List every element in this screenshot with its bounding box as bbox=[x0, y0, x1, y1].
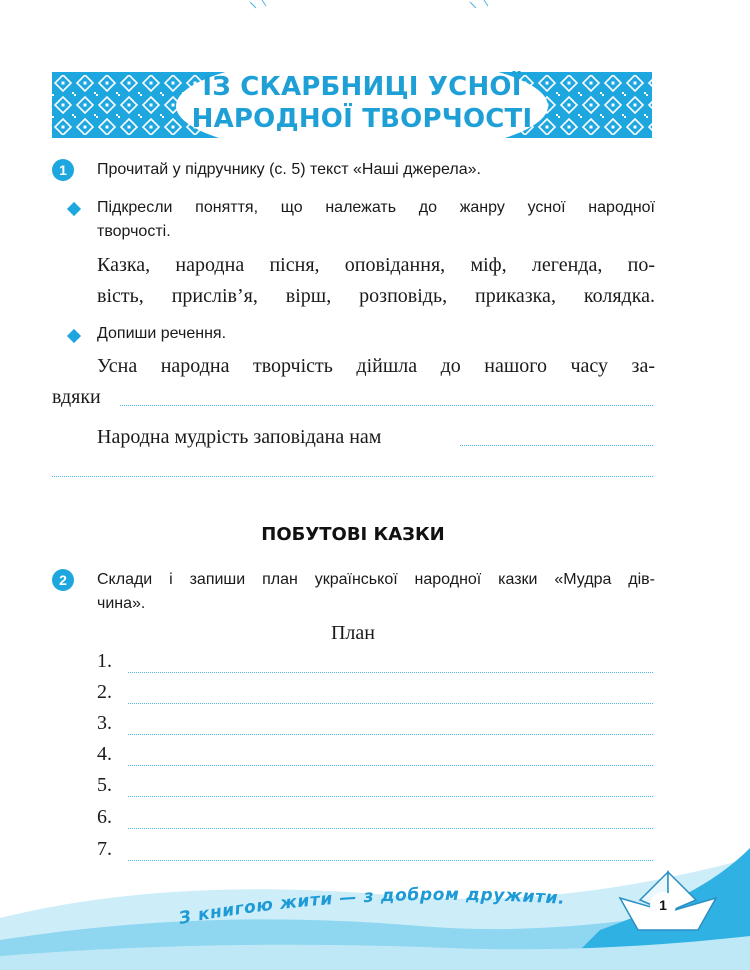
plan-item-line[interactable] bbox=[128, 703, 653, 704]
answer-line-3[interactable] bbox=[52, 476, 653, 477]
task-1-instruction: Прочитай у підручнику (с. 5) текст «Наші джерела». bbox=[97, 161, 481, 178]
plan-title: План bbox=[330, 622, 375, 644]
page-title-line-2: НАРОДНОЇ ТВОРЧОСТІ bbox=[191, 104, 533, 134]
genre-words-line-1: Казка, народна пісня, оповідання, міф, легенда, по- bbox=[97, 254, 655, 276]
section-heading: ПОБУТОВІ КАЗКИ bbox=[261, 524, 445, 545]
plan-item-number: 3. bbox=[97, 712, 112, 734]
plan-item-number: 1. bbox=[97, 650, 112, 672]
svg-text:З книгою жити — з добром дружи bbox=[176, 885, 566, 929]
subtask-a-instruction-line-2: творчості. bbox=[97, 223, 171, 240]
plan-item-number: 5. bbox=[97, 774, 112, 796]
plan-item-line[interactable] bbox=[128, 796, 653, 797]
bullet-diamond-icon bbox=[67, 202, 81, 216]
footer-motto bbox=[170, 872, 580, 942]
sentence-1-line-2: вдяки bbox=[52, 386, 101, 408]
plan-item-number: 4. bbox=[97, 743, 112, 765]
plan-item-line[interactable] bbox=[128, 672, 653, 673]
plan-item-number: 7. bbox=[97, 838, 112, 860]
page-number: 1 bbox=[650, 892, 676, 918]
plan-item-line[interactable] bbox=[128, 734, 653, 735]
plan-item-number: 6. bbox=[97, 806, 112, 828]
task-2-number-badge: 2 bbox=[52, 569, 74, 591]
plan-item-number: 2. bbox=[97, 681, 112, 703]
answer-line-1[interactable] bbox=[120, 405, 653, 406]
answer-line-2[interactable] bbox=[460, 445, 653, 446]
page-title-line-1: ІЗ СКАРБНИЦІ УСНОЇ bbox=[202, 72, 522, 102]
bullet-diamond-icon bbox=[67, 329, 81, 343]
subtask-b-instruction: Допиши речення. bbox=[97, 325, 227, 342]
footer-motto-text: З книгою жити — з добром дружити. bbox=[177, 884, 566, 929]
task-2-instruction-line-1: Склади і запиши план української народної казки «Мудра дів- bbox=[97, 571, 655, 588]
top-edge-ornament bbox=[240, 0, 500, 12]
task-1-number-badge: 1 bbox=[52, 159, 74, 181]
plan-item-line[interactable] bbox=[128, 765, 653, 766]
sentence-1-line-1: Усна народна творчість дійшла до нашого часу за- bbox=[97, 355, 655, 377]
genre-words-line-2: вість, прислів’я, вірш, розповідь, приказка, колядка. bbox=[97, 285, 655, 307]
task-2-instruction-line-2: чина». bbox=[97, 595, 146, 612]
subtask-a-instruction-line-1: Підкресли поняття, що належать до жанру усної народної bbox=[97, 199, 655, 216]
plan-item-line[interactable] bbox=[128, 828, 653, 829]
sentence-2: Народна мудрість заповідана нам bbox=[97, 426, 382, 448]
